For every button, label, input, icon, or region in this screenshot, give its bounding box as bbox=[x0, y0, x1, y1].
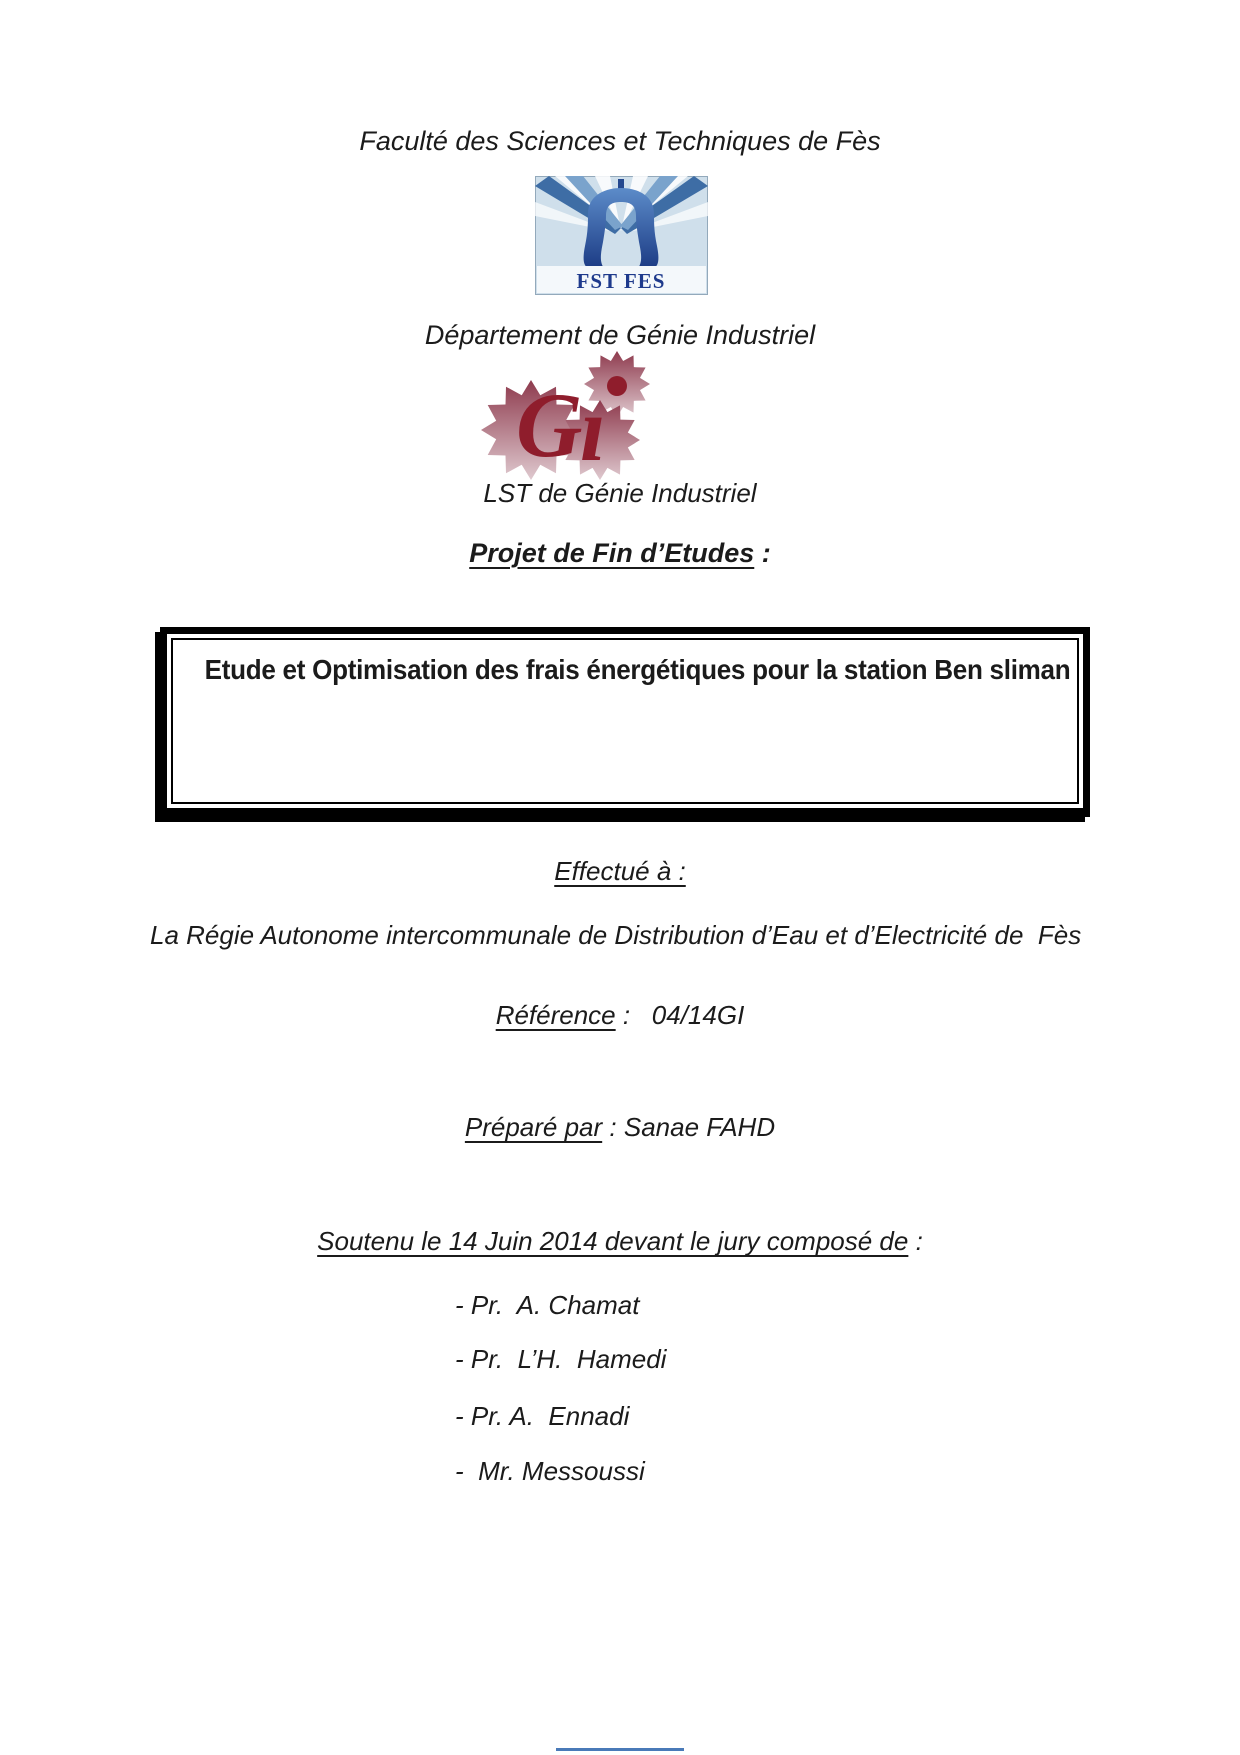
prepared-line bbox=[0, 1112, 1240, 1143]
gi-letter-g: G bbox=[516, 374, 583, 476]
reference-colon: : bbox=[615, 1000, 652, 1030]
effectue-label: Effectué à : bbox=[554, 856, 686, 886]
gi-logo-image bbox=[470, 348, 660, 484]
fst-fes-logo-image bbox=[535, 176, 708, 295]
prepared-value: Sanae FAHD bbox=[623, 1112, 776, 1142]
department-title: Département de Génie Industriel bbox=[424, 320, 816, 350]
thesis-title-box-inner bbox=[171, 638, 1079, 804]
gi-logo bbox=[470, 348, 660, 489]
faculty-title: Faculté des Sciences et Techniques de Fès bbox=[359, 126, 881, 156]
jury-member: - Pr. L’H. Hamedi bbox=[455, 1344, 667, 1374]
jury-member: - Pr. A. Ennadi bbox=[455, 1401, 630, 1431]
defense-label: Soutenu le 14 Juin 2014 devant le jury composé de bbox=[317, 1226, 909, 1256]
effectue-heading bbox=[0, 856, 1240, 887]
project-heading-colon: : bbox=[754, 538, 771, 568]
reference-label: Référence bbox=[495, 1000, 616, 1030]
fst-fes-logo-caption: FST FES bbox=[576, 269, 666, 293]
jury-member: - Pr. A. Chamat bbox=[455, 1290, 640, 1320]
prepared-colon: : bbox=[602, 1112, 624, 1142]
reference-line bbox=[0, 1000, 1240, 1031]
host-organization: La Régie Autonome intercommunale de Distribution d’Eau et d’Electricité de Fès bbox=[150, 920, 1082, 950]
prepared-label: Préparé par bbox=[464, 1112, 603, 1142]
project-heading-label: Projet de Fin d’Etudes bbox=[469, 538, 755, 568]
thesis-title-box bbox=[160, 627, 1090, 817]
reference-value: 04/14GI bbox=[651, 1000, 745, 1030]
footer-divider bbox=[556, 1748, 684, 1751]
jury-member: - Mr. Messoussi bbox=[455, 1456, 645, 1486]
i-dot bbox=[607, 376, 627, 396]
project-heading bbox=[0, 538, 1240, 569]
fst-fes-logo bbox=[535, 176, 708, 300]
defense-line bbox=[0, 1226, 1240, 1257]
defense-colon: : bbox=[908, 1226, 923, 1256]
gi-letter-i: ı bbox=[580, 378, 606, 480]
lst-title: LST de Génie Industriel bbox=[483, 478, 757, 508]
thesis-title: Etude et Optimisation des frais énergétiques pour la station Ben sliman bbox=[204, 654, 1071, 685]
